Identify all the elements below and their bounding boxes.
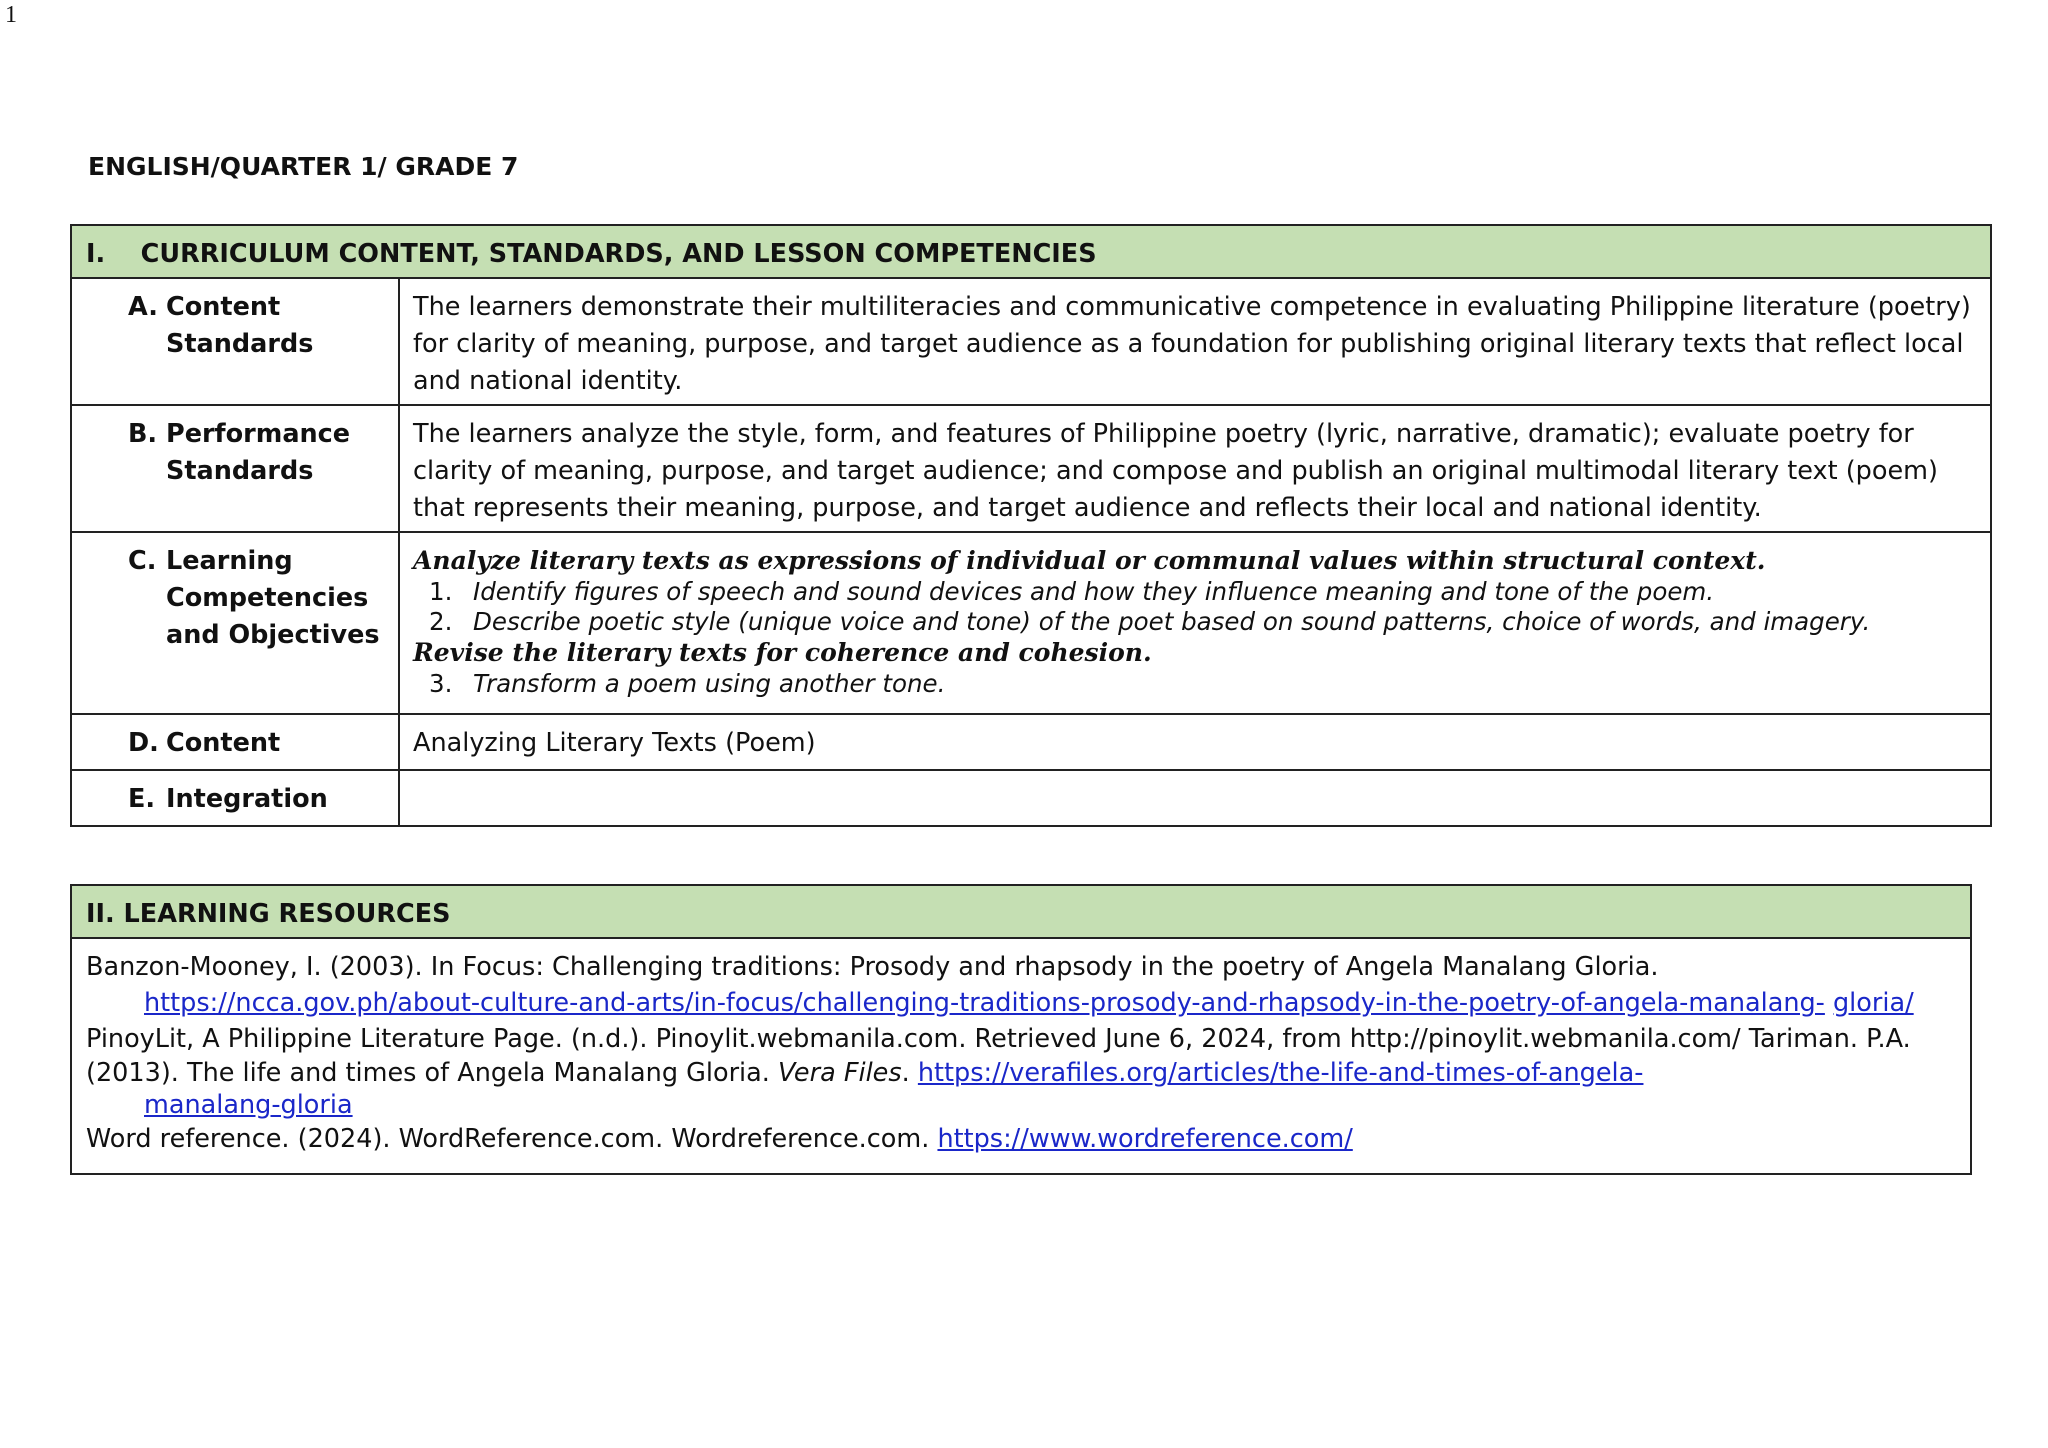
reference-punctuation: .: [901, 1058, 910, 1088]
row-label-text: Content: [166, 728, 281, 758]
performance-standards-text: The learners analyze the style, form, and features of Philippine poetry (lyric, narrative, dramatic); evaluate poetry for clarity of meaning, purpose, and target audience; and compose and publish an original multimodal literary text (poem) that represents their meaning, purpose, and target audience and reflects their local and national identity.: [399, 405, 1991, 532]
reference-entry: [86, 1121, 1956, 1157]
reference-link[interactable]: https://ncca.gov.ph/about-culture-and-arts/in-focus/challenging-traditions-prosody-and-rhapsody-in-the-poetry-of-angela-manalang-: [144, 988, 1825, 1018]
reference-text: PinoyLit, A Philippine Literature Page. (n.d.). Pinoylit.webmanila.com. Retrieved June 6, 2024, from http://pinoylit.webmanila.com/ Tariman. P.A.: [86, 1024, 1911, 1054]
content-standards-text: The learners demonstrate their multiliteracies and communicative competence in evaluating Philippine literature (poetry) for clarity of meaning, purpose, and target audience as a foundation for publishing original literary texts that reflect local and national identity.: [399, 278, 1991, 405]
resources-cell: [71, 938, 1971, 1174]
reference-link[interactable]: gloria/: [1833, 988, 1914, 1018]
objective-number: 1.: [429, 577, 453, 606]
integration-text: [399, 770, 1991, 826]
objective-item: [413, 577, 1986, 607]
learning-resources-table: [70, 884, 1972, 1175]
reference-text: (2013). The life and times of Angela Manalang Gloria.: [86, 1058, 770, 1088]
table-row: [71, 405, 1991, 532]
content-text: Analyzing Literary Texts (Poem): [399, 714, 1991, 770]
curriculum-table: [70, 224, 1992, 827]
reference-entry: [86, 1057, 1956, 1089]
row-label: [71, 278, 399, 405]
objective-text: Identify figures of speech and sound devices and how they influence meaning and tone of the poem.: [473, 577, 1715, 606]
row-label-text: Content Standards: [166, 292, 314, 359]
objective-text: Transform a poem using another tone.: [473, 669, 946, 698]
reference-text: Banzon-Mooney, I. (2003). In Focus: Challenging traditions: Prosody and rhapsody in the poetry of Angela Manalang Gloria.: [86, 952, 1659, 982]
row-label: [71, 405, 399, 532]
competencies-cell: [399, 532, 1991, 714]
reference-entry: [86, 985, 1956, 1021]
reference-entry: [86, 1089, 1956, 1121]
table-row: [71, 532, 1991, 714]
table-row: [71, 770, 1991, 826]
row-label-text: Integration: [166, 784, 328, 814]
competency-heading: Revise the literary texts for coherence and cohesion.: [413, 638, 1152, 667]
table-row: [71, 714, 1991, 770]
page-number: 1: [5, 2, 17, 28]
row-letter: E.: [128, 784, 156, 814]
objective-number: 2.: [429, 607, 453, 636]
row-letter: C.: [128, 546, 157, 576]
section-two-title: II. LEARNING RESOURCES: [71, 885, 1971, 938]
document-header: ENGLISH/QUARTER 1/ GRADE 7: [88, 152, 519, 181]
row-letter: A.: [128, 292, 158, 322]
reference-source: Vera Files: [777, 1058, 902, 1088]
objective-item: [413, 607, 1986, 637]
table-row: [71, 278, 1991, 405]
objective-text: Describe poetic style (unique voice and tone) of the poet based on sound patterns, choice of words, and imagery.: [473, 607, 1871, 636]
competency-heading: Analyze literary texts as expressions of individual or communal values within structural context.: [413, 546, 1766, 575]
row-label: [71, 770, 399, 826]
row-label-text: Learning Competencies and Objectives: [166, 546, 380, 650]
row-label-text: Performance Standards: [166, 419, 351, 486]
objective-number: 3.: [429, 669, 453, 698]
reference-text: Word reference. (2024). WordReference.com. Wordreference.com.: [86, 1124, 930, 1154]
reference-link[interactable]: https://verafiles.org/articles/the-life-and-times-of-angela-: [917, 1058, 1644, 1088]
row-letter: D.: [128, 728, 159, 758]
reference-entry: [86, 1021, 1956, 1057]
reference-entry: [86, 949, 1956, 985]
reference-link[interactable]: manalang-gloria: [144, 1090, 353, 1120]
row-label: [71, 714, 399, 770]
reference-link[interactable]: https://www.wordreference.com/: [937, 1124, 1353, 1154]
objective-item: [413, 669, 1986, 699]
section-one-title: I. CURRICULUM CONTENT, STANDARDS, AND LESSON COMPETENCIES: [71, 225, 1991, 278]
row-label: [71, 532, 399, 714]
row-letter: B.: [128, 419, 158, 449]
